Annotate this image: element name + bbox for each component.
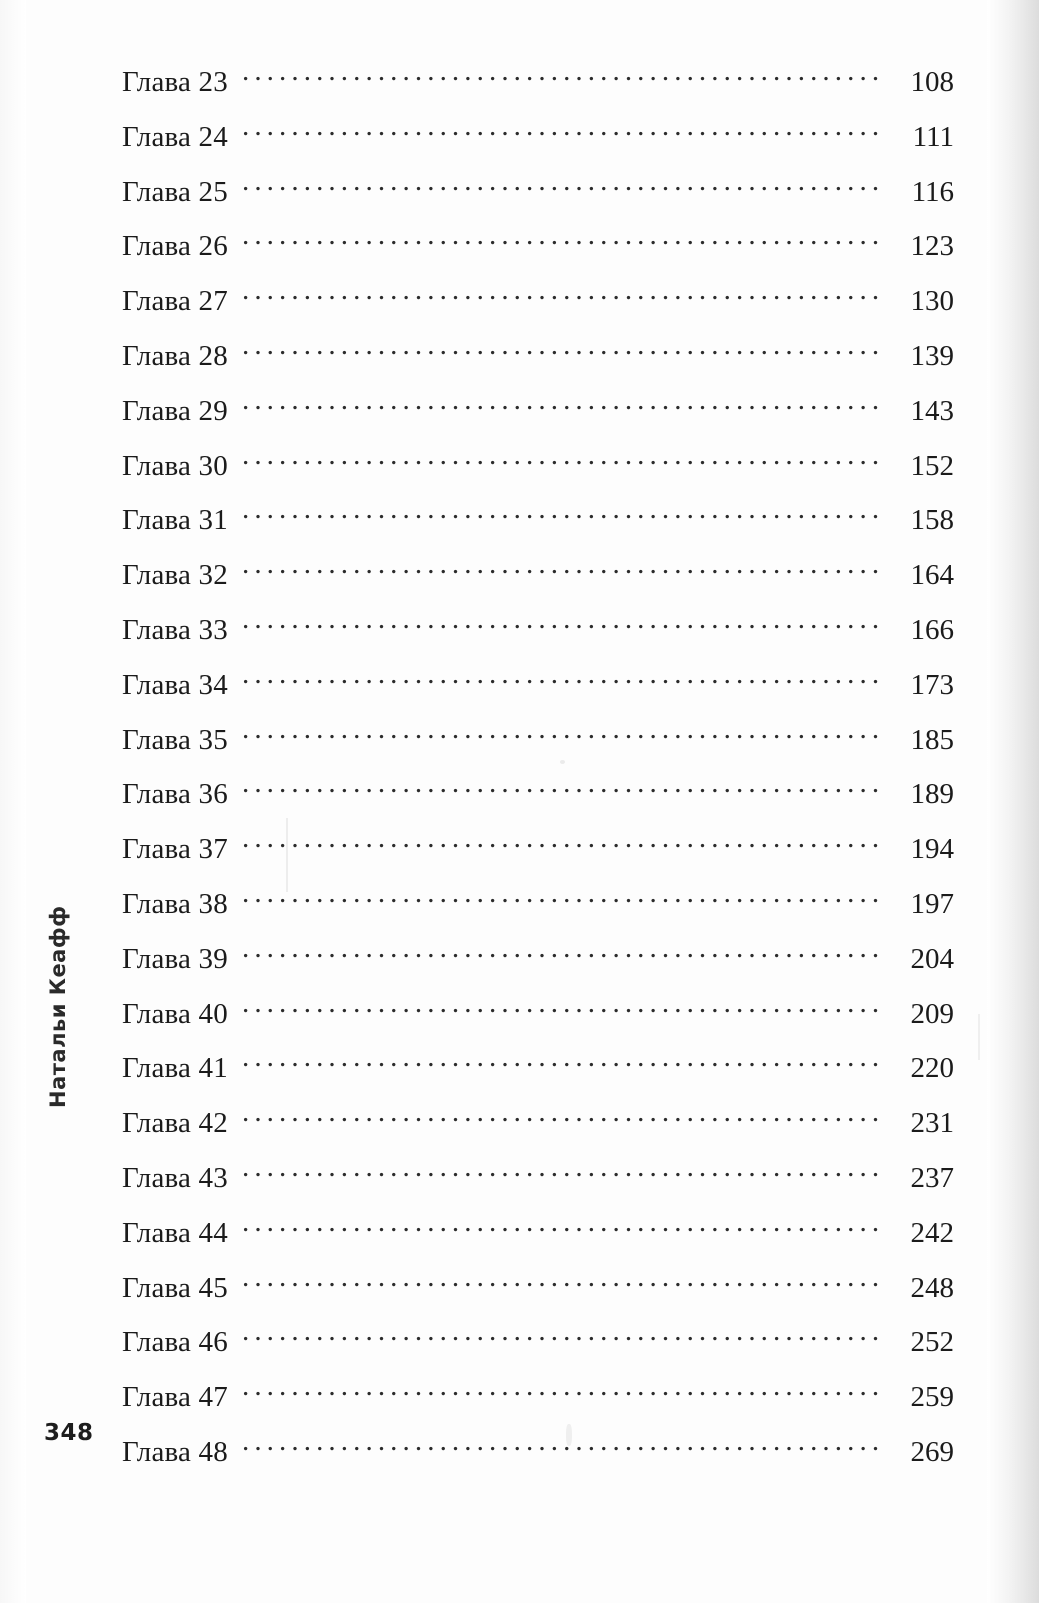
toc-leader-dots <box>242 555 882 584</box>
toc-entry-title: Глава 29 <box>122 394 228 427</box>
page-edge-line <box>990 0 991 1603</box>
toc-entry-page: 209 <box>910 997 954 1030</box>
toc-entry-page: 143 <box>910 394 954 427</box>
toc-leader-dots <box>242 500 882 529</box>
toc-entry-title: Глава 48 <box>122 1435 228 1468</box>
toc-entry-page: 242 <box>910 1216 954 1249</box>
toc-entry <box>122 281 954 336</box>
toc-entry-page: 252 <box>910 1326 954 1359</box>
toc-leader-dots <box>242 1158 882 1187</box>
toc-entry-title: Глава 31 <box>122 504 228 537</box>
scan-artifact <box>978 1014 980 1060</box>
toc-entry-title: Глава 23 <box>122 66 228 98</box>
toc-entry-title: Глава 25 <box>122 175 228 208</box>
toc-entry <box>122 446 954 501</box>
toc-leader-dots <box>242 829 882 858</box>
toc-entry-title: Глава 36 <box>122 778 228 811</box>
toc-entry-title: Глава 39 <box>122 942 228 975</box>
toc-entry-title: Глава 30 <box>122 449 228 482</box>
toc-entry <box>122 555 954 610</box>
toc-entry <box>122 1048 954 1103</box>
page-number-folio: 348 <box>44 1420 94 1446</box>
toc-entry <box>122 1322 954 1377</box>
toc-leader-dots <box>242 1322 882 1351</box>
toc-leader-dots <box>242 391 882 420</box>
toc-entry-page: 130 <box>910 285 954 318</box>
toc-entry <box>122 1213 954 1268</box>
toc-leader-dots <box>242 1432 882 1461</box>
toc-entry-page: 166 <box>910 613 954 646</box>
toc-entry-title: Глава 27 <box>122 285 228 318</box>
toc-entry <box>122 994 954 1049</box>
toc-leader-dots <box>242 172 882 201</box>
toc-leader-dots <box>242 774 882 803</box>
toc-entry-title: Глава 44 <box>122 1216 228 1249</box>
toc-leader-dots <box>242 939 882 968</box>
toc-entry-page: 259 <box>910 1381 954 1414</box>
toc-entry-title: Глава 43 <box>122 1161 228 1194</box>
toc-entry-page: 123 <box>910 230 954 263</box>
toc-entry <box>122 117 954 172</box>
toc-leader-dots <box>242 994 882 1023</box>
toc-entry-page: 220 <box>910 1052 954 1085</box>
toc-entry-page: 237 <box>910 1161 954 1194</box>
toc-leader-dots <box>242 720 882 749</box>
toc-entry <box>122 829 954 884</box>
toc-entry <box>122 1268 954 1323</box>
toc-leader-dots <box>242 1377 882 1406</box>
toc-leader-dots <box>242 336 882 365</box>
toc-entry-title: Глава 41 <box>122 1052 228 1085</box>
author-name-vertical: Натальи Кеафф <box>46 905 70 1108</box>
toc-entry-page: 189 <box>910 778 954 811</box>
toc-entry-page: 197 <box>910 887 954 920</box>
toc-entry <box>122 1103 954 1158</box>
toc-entry-page: 248 <box>910 1271 954 1304</box>
toc-leader-dots <box>242 1048 882 1077</box>
toc-entry-title: Глава 46 <box>122 1326 228 1359</box>
toc-entry-title: Глава 37 <box>122 833 228 866</box>
toc-leader-dots <box>242 117 882 146</box>
toc-leader-dots <box>242 884 882 913</box>
table-of-contents <box>122 62 954 1487</box>
toc-entry <box>122 336 954 391</box>
toc-entry-page: 116 <box>911 175 954 208</box>
toc-entry-title: Глава 45 <box>122 1271 228 1304</box>
toc-entry <box>122 391 954 446</box>
toc-entry <box>122 665 954 720</box>
toc-entry <box>122 939 954 994</box>
toc-leader-dots <box>242 1268 882 1297</box>
toc-entry <box>122 1377 954 1432</box>
page-edge-shading <box>987 0 1039 1603</box>
toc-leader-dots <box>242 1103 882 1132</box>
toc-leader-dots <box>242 1213 882 1242</box>
toc-entry-title: Глава 40 <box>122 997 228 1030</box>
toc-entry <box>122 1432 954 1487</box>
toc-leader-dots <box>242 665 882 694</box>
toc-entry-title: Глава 32 <box>122 559 228 592</box>
toc-entry-title: Глава 34 <box>122 668 228 701</box>
toc-leader-dots <box>242 446 882 475</box>
toc-entry-page: 231 <box>910 1107 954 1140</box>
toc-entry-page: 139 <box>910 339 954 372</box>
toc-entry-title: Глава 42 <box>122 1107 228 1140</box>
toc-entry <box>122 774 954 829</box>
toc-leader-dots <box>242 62 882 91</box>
toc-entry <box>122 62 954 117</box>
toc-entry-page: 152 <box>910 449 954 482</box>
toc-entry-page: 158 <box>910 504 954 537</box>
toc-entry-title: Глава 28 <box>122 339 228 372</box>
toc-leader-dots <box>242 610 882 639</box>
toc-leader-dots <box>242 281 882 310</box>
toc-entry <box>122 884 954 939</box>
toc-entry <box>122 500 954 555</box>
toc-entry-page: 269 <box>910 1435 954 1468</box>
toc-entry-title: Глава 26 <box>122 230 228 263</box>
toc-entry-title: Глава 47 <box>122 1381 228 1414</box>
toc-leader-dots <box>242 226 882 255</box>
toc-entry <box>122 1158 954 1213</box>
toc-entry-title: Глава 35 <box>122 723 228 756</box>
toc-entry-page: 173 <box>910 668 954 701</box>
toc-entry-page: 185 <box>910 723 954 756</box>
toc-entry <box>122 610 954 665</box>
toc-entry-title: Глава 24 <box>122 120 228 153</box>
toc-entry-title: Глава 33 <box>122 613 228 646</box>
toc-entry-page: 108 <box>910 66 954 98</box>
toc-entry-page: 204 <box>910 942 954 975</box>
page-left-shading <box>0 0 26 1603</box>
toc-entry-title: Глава 38 <box>122 887 228 920</box>
toc-entry <box>122 172 954 227</box>
toc-entry <box>122 226 954 281</box>
toc-entry-page: 164 <box>910 559 954 592</box>
toc-entry <box>122 720 954 775</box>
toc-entry-page: 194 <box>910 833 954 866</box>
toc-entry-page: 111 <box>912 120 954 153</box>
